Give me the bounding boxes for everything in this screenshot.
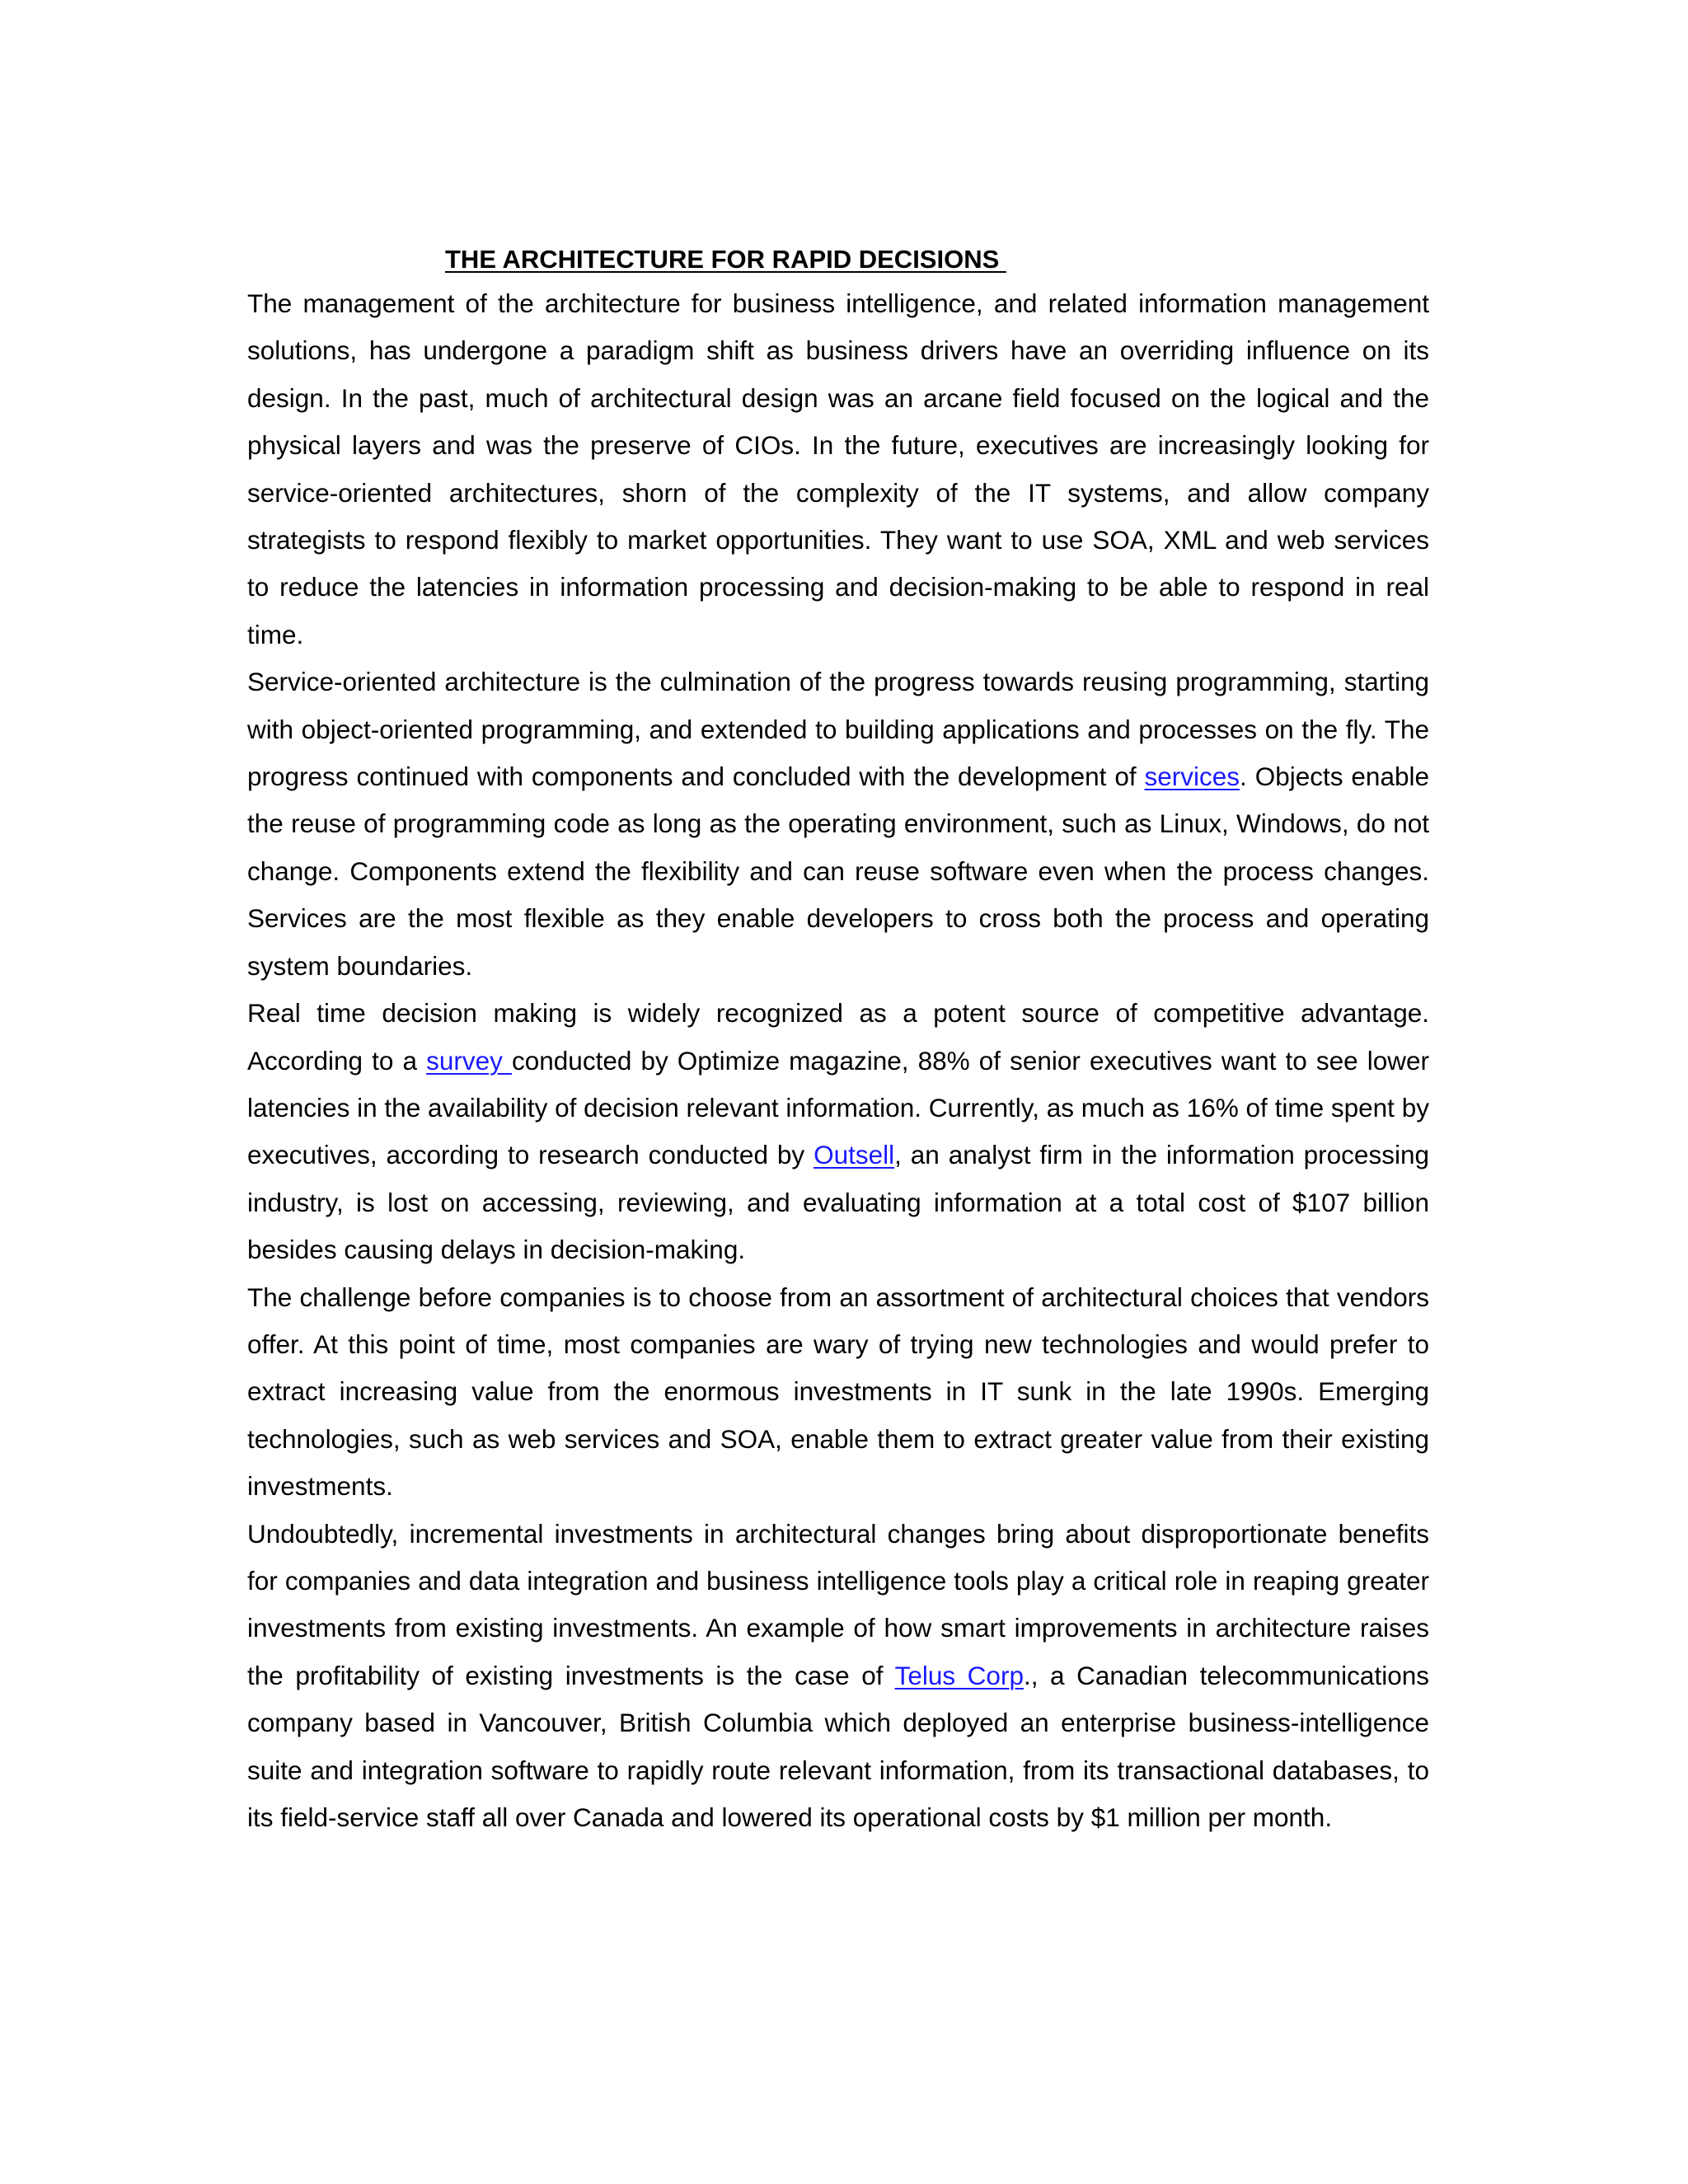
paragraph-4 bbox=[247, 1274, 1429, 1511]
outsell-link[interactable]: Outsell bbox=[814, 1140, 895, 1170]
paragraph-5-text-after: ., a Canadian telecommunications company based in Vancouver, British Columbia which deployed an enterprise business-intelligence suite and integration software to rapidly route relevant information, from its transactional databases, to its field-service staff all over Canada and lowered its operational costs by $1 million per month. bbox=[247, 1660, 1429, 1832]
document-title-text: THE ARCHITECTURE FOR RAPID DECISIONS bbox=[445, 245, 1006, 274]
paragraph-4-text: The challenge before companies is to choose from an assortment of architectural choices that vendors offer. At this point of time, most companies are wary of trying new technologies and would prefer to extract increasing value from the enormous investments in IT sunk in the late 1990s. Emerging technologies, such as web services and SOA, enable them to extract greater value from their existing investments. bbox=[247, 1282, 1429, 1502]
services-link[interactable]: services bbox=[1144, 762, 1240, 792]
paragraph-3-text-before: Real time decision making is widely recognized as a potent source of competitive advantage. According to a bbox=[247, 998, 1429, 1076]
telus-corp-link[interactable]: Telus Corp bbox=[894, 1660, 1024, 1690]
paragraph-1 bbox=[247, 280, 1429, 658]
paragraph-3-text-middle: conducted by Optimize magazine, 88% of senior executives want to see lower latencies in the availability of decision relevant information. Currently, as much as 16% of time spent by executives, according to research conducted by bbox=[247, 1045, 1429, 1170]
paragraph-2-text-after: . Objects enable the reuse of programming code as long as the operating environment, such as Linux, Windows, do not change. Components extend the flexibility and can reuse software even when the process changes. Services are the most flexible as they enable developers to cross both the process and operating system boundaries. bbox=[247, 762, 1430, 981]
paragraph-2-text-before: Service-oriented architecture is the culmination of the progress towards reusing programming, starting with object-oriented programming, and extended to building applications and processes on the fly. The progress continued with components and concluded with the development of bbox=[247, 667, 1429, 792]
survey-link[interactable]: survey bbox=[426, 1045, 512, 1076]
paragraph-5-text-before: Undoubtedly, incremental investments in architectural changes bring about disproportionate benefits for companies and data integration and business intelligence tools play a critical role in reaping greater investments from existing investments. An example of how smart improvements in architecture raises the profitability of existing investments is the case of bbox=[247, 1518, 1429, 1690]
paragraph-1-text: The management of the architecture for business intelligence, and related information management solutions, has undergone a paradigm shift as business drivers have an overriding influence on its design. In the past, much of architectural design was an arcane field focused on the logical and the physical layers and was the preserve of CIOs. In the future, executives are increasingly looking for service-oriented architectures, shorn of the complexity of the IT systems, and allow company strategists to respond flexibly to market opportunities. They want to use SOA, XML and web services to reduce the latencies in information processing and decision-making to be able to respond in real time. bbox=[247, 288, 1429, 649]
paragraph-5 bbox=[247, 1511, 1429, 1842]
paragraph-3-text-after: , an analyst firm in the information processing industry, is lost on accessing, reviewing, and evaluating information at a total cost of $107 billion besides causing delays in decision-making. bbox=[247, 1140, 1429, 1265]
document-body bbox=[247, 239, 1429, 1841]
document-title bbox=[247, 239, 1429, 280]
paragraph-2 bbox=[247, 658, 1429, 990]
paragraph-3 bbox=[247, 990, 1429, 1273]
